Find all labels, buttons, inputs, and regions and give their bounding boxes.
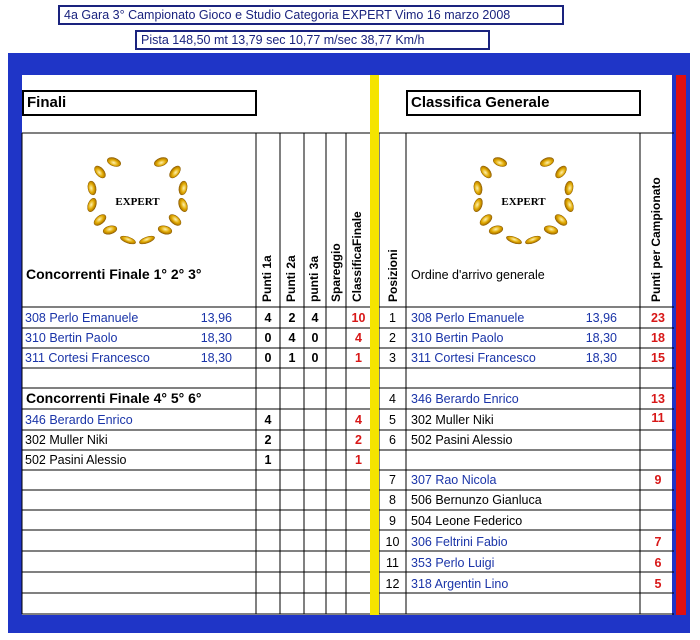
position: 10 <box>385 535 400 549</box>
competitor-name: 346 Berardo Enrico <box>411 392 519 406</box>
championship-points: 6 <box>654 556 662 570</box>
competitor-name: 308 Perlo Emanuele <box>411 311 525 325</box>
track-info: Pista 148,50 mt 13,79 sec 10,77 m/sec 38,77 Km/h <box>135 30 490 50</box>
competitor-name: 502 Pasini Alessio <box>25 453 127 467</box>
laurel-wreath-icon <box>80 150 195 250</box>
position: 5 <box>389 413 396 427</box>
col-punti-campionato: Punti per Campionato <box>649 177 663 302</box>
position: 2 <box>389 331 396 345</box>
competitor-name: 311 Cortesi Francesco <box>411 351 536 365</box>
col-punti-3a: punti 3a <box>307 255 321 302</box>
competitor-name: 346 Berardo Enrico <box>25 413 133 427</box>
competitor-name: 308 Perlo Emanuele <box>25 311 139 325</box>
punti-1a: 4 <box>264 413 272 427</box>
punti-2a: 4 <box>288 331 296 345</box>
competitor-time: 13,96 <box>585 311 617 325</box>
punti-1a: 4 <box>264 311 272 325</box>
classifica-finale: 1 <box>355 351 362 365</box>
position: 3 <box>389 351 396 365</box>
competitor-name: 506 Bernunzo Gianluca <box>411 493 542 507</box>
classifica-finale: 4 <box>355 331 362 345</box>
laurel-wreath-icon <box>466 150 581 250</box>
position: 11 <box>386 556 399 570</box>
punti-1a: 0 <box>264 351 272 365</box>
championship-points: 23 <box>651 311 665 325</box>
competitor-name: 502 Pasini Alessio <box>411 433 513 447</box>
competitor-name: 306 Feltrini Fabio <box>411 535 508 549</box>
championship-points: 11 <box>651 411 665 425</box>
competitor-name: 310 Bertin Paolo <box>411 331 504 345</box>
classifica-finale: 4 <box>355 413 362 427</box>
competitor-name: 302 Muller Niki <box>411 413 494 427</box>
finali-title: Finali <box>22 90 257 116</box>
col-classifica-finale: ClassificaFinale <box>350 211 364 302</box>
competitor-name: 307 Rao Nicola <box>411 473 497 487</box>
position: 6 <box>389 433 396 447</box>
punti-3a: 0 <box>311 351 319 365</box>
competitor-time: 18,30 <box>200 331 232 345</box>
event-title: 4a Gara 3° Campionato Gioco e Studio Categoria EXPERT Vimo 16 marzo 2008 <box>58 5 564 25</box>
classifica-generale-title: Classifica Generale <box>406 90 641 116</box>
competitor-time: 18,30 <box>585 331 617 345</box>
punti-3a: 0 <box>311 331 319 345</box>
group2-label: Concorrenti Finale 4° 5° 6° <box>26 390 202 406</box>
punti-1a: 2 <box>264 433 272 447</box>
position: 1 <box>389 311 396 325</box>
col-posizioni: Posizioni <box>386 249 400 302</box>
competitor-time: 13,96 <box>200 311 232 325</box>
competitor-time: 18,30 <box>200 351 232 365</box>
competitor-name: 353 Perlo Luigi <box>411 556 495 570</box>
position: 8 <box>389 493 396 507</box>
competitor-name: 302 Muller Niki <box>25 433 108 447</box>
position: 7 <box>389 473 396 487</box>
classifica-finale: 2 <box>355 433 362 447</box>
punti-3a: 4 <box>311 311 319 325</box>
yellow-divider <box>370 75 379 615</box>
championship-points: 18 <box>651 331 665 345</box>
position: 9 <box>389 514 396 528</box>
punti-1a: 1 <box>264 453 272 467</box>
punti-2a: 2 <box>288 311 296 325</box>
classifica-finale: 10 <box>351 311 366 325</box>
col-punti-1a: Punti 1a <box>260 255 274 302</box>
position: 12 <box>385 577 400 591</box>
championship-points: 7 <box>654 535 662 549</box>
punti-2a: 1 <box>288 351 296 365</box>
col-punti-2a: Punti 2a <box>284 255 298 302</box>
competitor-name: 311 Cortesi Francesco <box>25 351 150 365</box>
position: 4 <box>389 392 396 406</box>
competitor-time: 18,30 <box>585 351 617 365</box>
classifica-finale: 1 <box>355 453 362 467</box>
championship-points: 5 <box>654 577 662 591</box>
punti-1a: 0 <box>264 331 272 345</box>
competitor-name: 504 Leone Federico <box>411 514 523 528</box>
competitor-name: 310 Bertin Paolo <box>25 331 118 345</box>
wreath-badge: EXPERT <box>115 196 160 208</box>
group1-label: Concorrenti Finale 1° 2° 3° <box>26 266 202 282</box>
championship-points: 13 <box>651 392 665 406</box>
col-ordine-arrivo: Ordine d'arrivo generale <box>411 268 545 282</box>
competitor-name: 318 Argentin Lino <box>411 577 509 591</box>
championship-points: 15 <box>651 351 665 365</box>
wreath-badge: EXPERT <box>501 196 546 208</box>
col-spareggio: Spareggio <box>329 243 343 302</box>
championship-points: 9 <box>654 473 662 487</box>
